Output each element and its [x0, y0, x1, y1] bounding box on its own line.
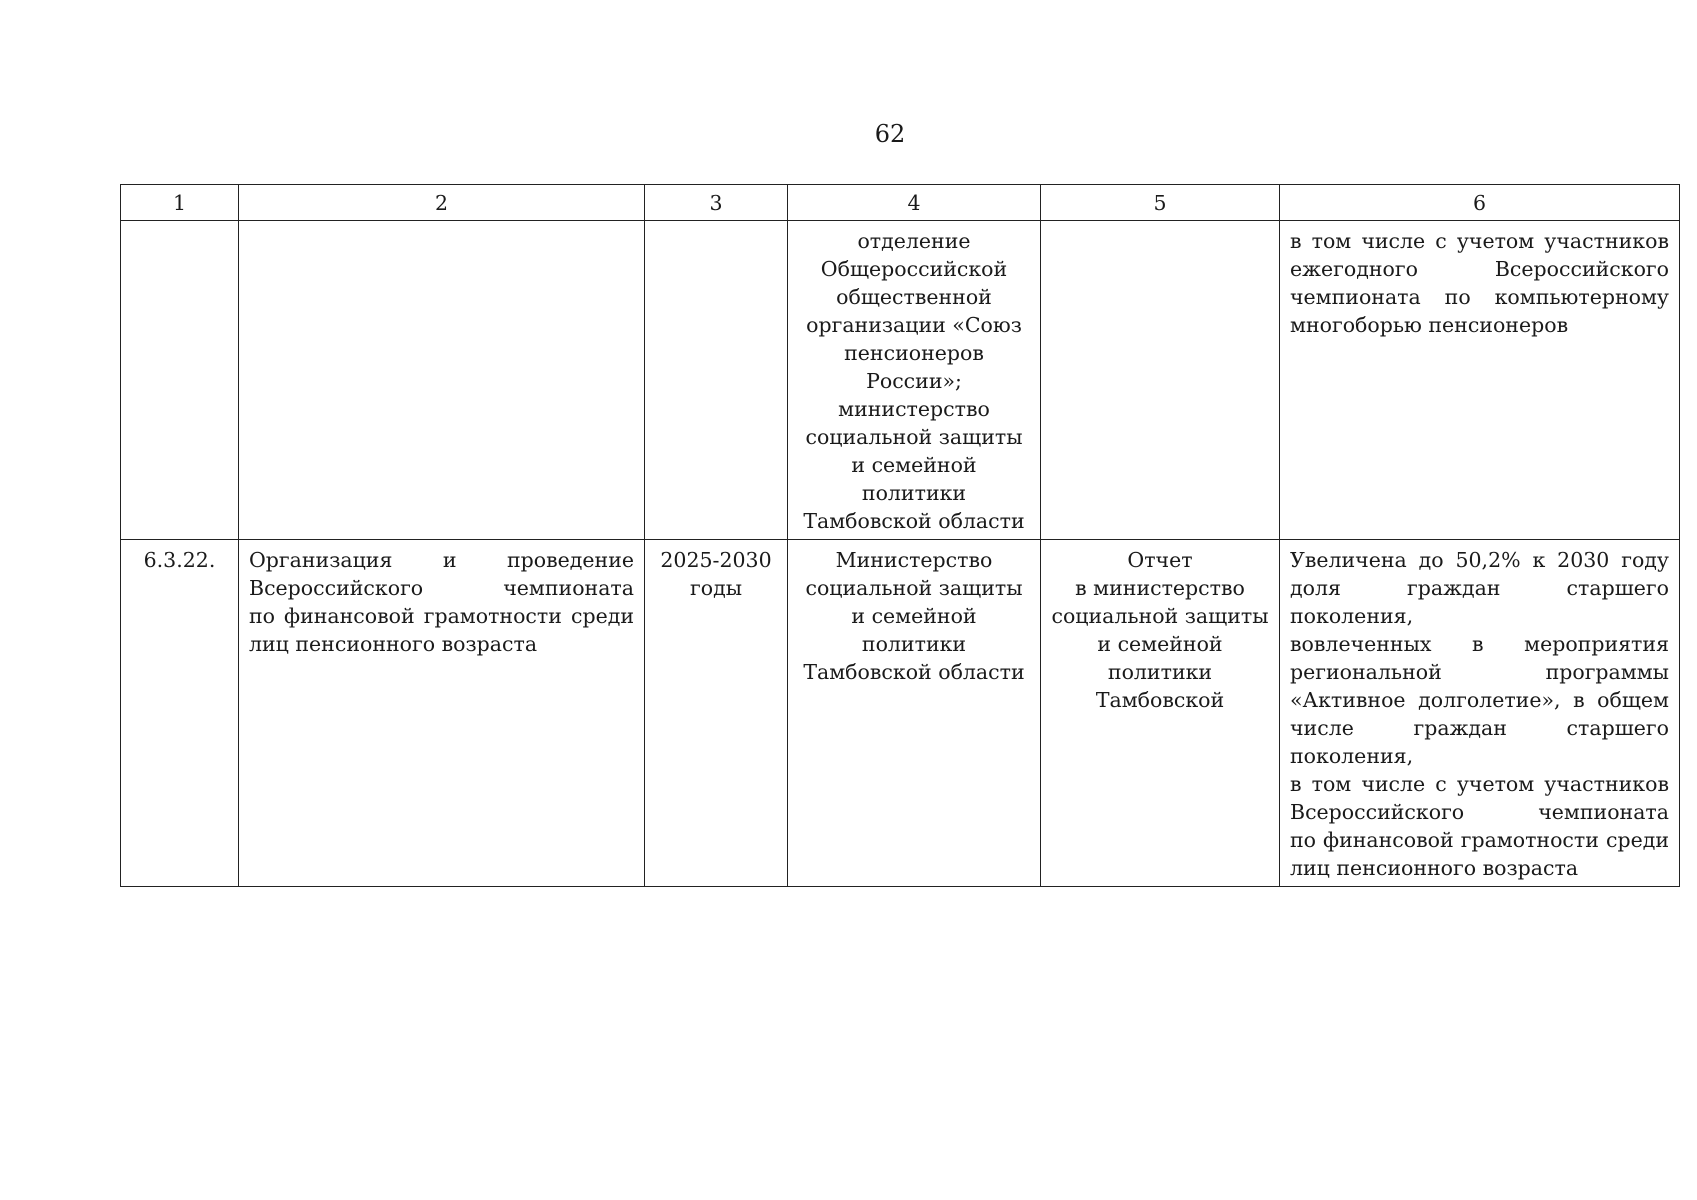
cell-line: лиц пенсионного возраста	[1290, 856, 1579, 880]
cell-line: по финансовой грамотности среди	[1290, 828, 1669, 852]
cell-line: годы	[689, 576, 743, 600]
header-cell: 1	[121, 185, 239, 221]
cell-line: в министерство	[1075, 576, 1245, 600]
page-number: 62	[874, 120, 906, 148]
cell-line: «Активное долголетие», в общем	[1290, 688, 1669, 712]
activity-cell	[239, 221, 645, 540]
cell-line: и семейной политики	[851, 604, 977, 656]
report-cell	[1041, 540, 1280, 887]
row-number-cell: 6.3.22.	[121, 540, 239, 887]
cell-line: Тамбовской области	[803, 509, 1025, 533]
cell-line: многоборью пенсионеров	[1290, 313, 1569, 337]
cell-line: чемпионата по компьютерному	[1290, 285, 1669, 309]
cell-line: вовлеченных в мероприятия	[1290, 632, 1669, 656]
cell-line: Организация и проведение	[249, 548, 634, 572]
table-row	[121, 540, 1680, 887]
cell-line: социальной защиты	[805, 576, 1023, 600]
cell-line: Отчет	[1127, 548, 1193, 572]
header-cell: 4	[788, 185, 1041, 221]
period-cell	[645, 540, 788, 887]
header-cell: 5	[1041, 185, 1280, 221]
cell-line: доля граждан старшего поколения,	[1290, 576, 1669, 628]
period-cell	[645, 221, 788, 540]
cell-line: в том числе с учетом участников	[1290, 229, 1669, 253]
cell-line: министерство	[838, 397, 990, 421]
responsible-cell	[788, 221, 1041, 540]
row-number-cell	[121, 221, 239, 540]
result-cell	[1280, 540, 1680, 887]
activity-cell	[239, 540, 645, 887]
cell-line: России»;	[866, 369, 962, 393]
cell-line: общественной	[836, 285, 992, 309]
cell-line: региональной программы	[1290, 660, 1669, 684]
result-cell	[1280, 221, 1680, 540]
header-cell: 6	[1280, 185, 1680, 221]
responsible-cell	[788, 540, 1041, 887]
table-row	[121, 221, 1680, 540]
cell-line: в том числе с учетом участников	[1290, 772, 1669, 796]
cell-line: Министерство	[835, 548, 993, 572]
cell-line: ежегодного Всероссийского	[1290, 257, 1669, 281]
cell-line: и семейной политики	[851, 453, 977, 505]
cell-line: социальной защиты	[1051, 604, 1269, 628]
cell-line: Общероссийской	[820, 257, 1008, 281]
cell-line: лиц пенсионного возраста	[249, 632, 538, 656]
cell-line: 2025-2030	[660, 548, 772, 572]
cell-line: Тамбовской области	[803, 660, 1025, 684]
cell-line: организации «Союз	[806, 313, 1022, 337]
cell-line: политики	[1107, 660, 1213, 684]
cell-line: по финансовой грамотности среди	[249, 604, 634, 628]
cell-line: Увеличена до 50,2% к 2030 году	[1290, 548, 1669, 572]
cell-line: числе граждан старшего поколения,	[1290, 716, 1669, 768]
cell-line: пенсионеров	[844, 341, 984, 365]
table-header-row	[121, 185, 1680, 221]
cell-line: и семейной	[1097, 632, 1223, 656]
cell-line: социальной защиты	[805, 425, 1023, 449]
header-cell: 3	[645, 185, 788, 221]
document-table	[120, 184, 1680, 887]
report-cell	[1041, 221, 1280, 540]
cell-line: Всероссийского чемпионата	[1290, 800, 1669, 824]
cell-line: отделение	[857, 229, 971, 253]
cell-line: Всероссийского чемпионата	[249, 576, 634, 600]
cell-line: Тамбовской	[1095, 688, 1225, 712]
header-cell: 2	[239, 185, 645, 221]
